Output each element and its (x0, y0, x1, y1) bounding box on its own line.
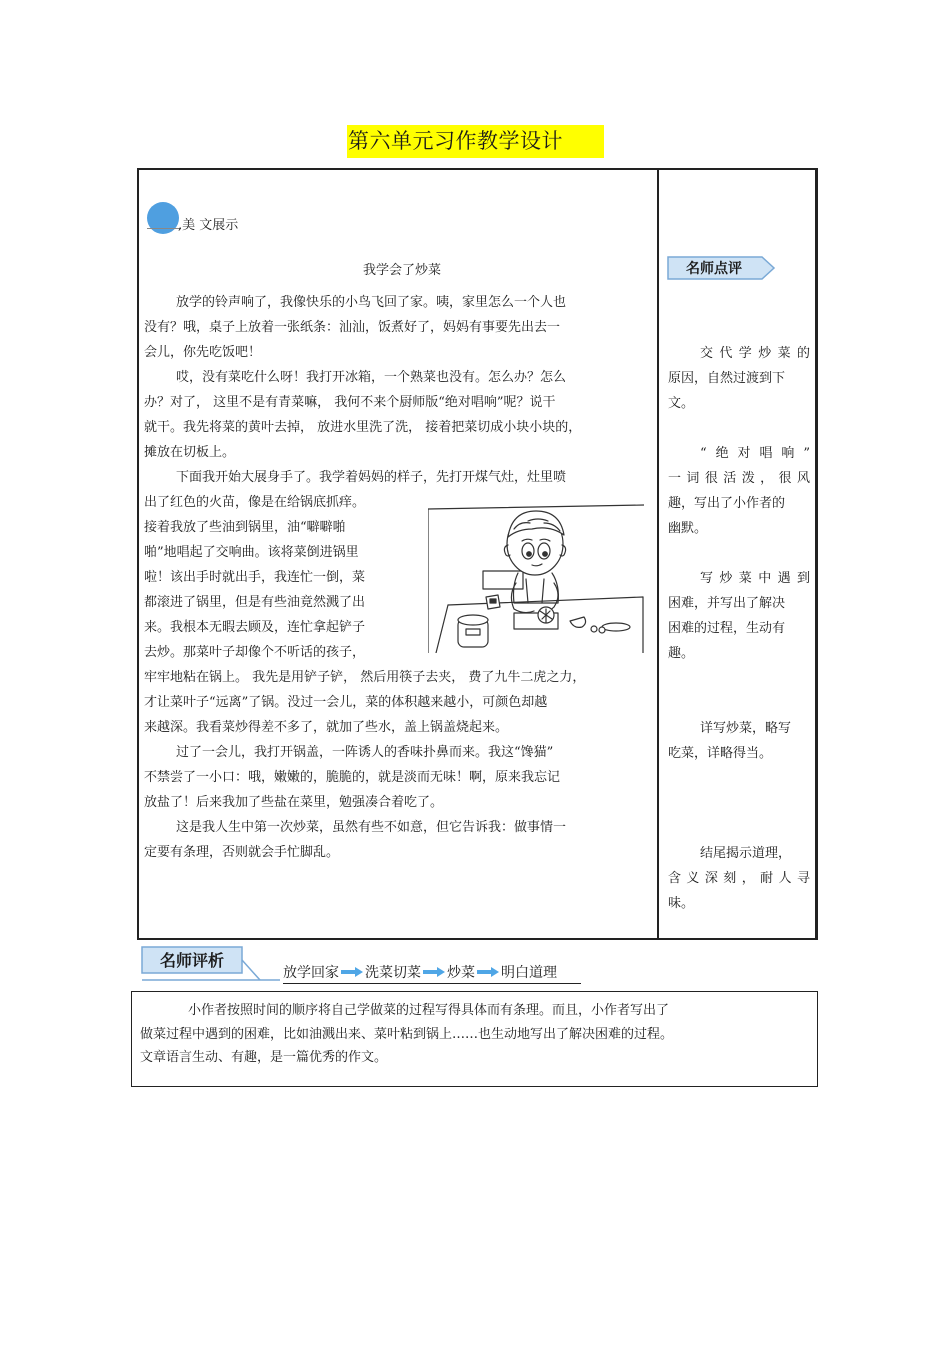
column-divider (657, 168, 659, 940)
essay-title: 我学会了炒菜 (363, 263, 442, 278)
essay-line: 这是我人生中第一次炒菜，虽然有些不如意，但它告诉我：做事情一 (176, 820, 567, 835)
comment-line: 写炒菜中遇到 (700, 571, 810, 586)
essay-line: 放盐了！后来我加了些盐在菜里，勉强凑合着吃了。 (144, 795, 444, 810)
comment-line: 文。 (668, 396, 695, 411)
comment-line: 交代学炒菜的 (700, 346, 810, 361)
flow-underline (283, 983, 581, 984)
comment-line: 原因，自然过渡到下 (668, 371, 786, 386)
badge-bottom-label: 名师评析 (159, 951, 225, 970)
essay-line: 办？对了， 这里不是有青菜嘛， 我何不来个厨师版“绝对唱响”呢？说干 (144, 395, 556, 410)
essay-line: 接着我放了些油到锅里，油“噼噼啪 (144, 520, 346, 535)
right-arrow-icon (341, 966, 363, 978)
essay-line: 过了一会儿，我打开锅盖，一阵诱人的香味扑鼻而来。我这“馋猫” (176, 745, 554, 760)
essay-line: 啦！该出手时就出手，我连忙一倒，菜 (144, 570, 366, 585)
essay-line: 会儿，你先吃饭吧！ (144, 345, 262, 360)
comment-line: 趣。 (668, 646, 695, 661)
comment-2 (668, 441, 810, 541)
section-label: ,美 文展示 (178, 218, 239, 233)
right-arrow-icon (423, 966, 445, 978)
summary-line: 小作者按照时间的顺序将自己学做菜的过程写得具体而有条理。而且，小作者写出了 (188, 1003, 670, 1018)
essay-flow (283, 962, 557, 982)
summary-line: 文章语言生动、有趣，是一篇优秀的作文。 (140, 1050, 388, 1065)
child-cooking-illustration (428, 499, 644, 653)
flow-step: 炒菜 (447, 965, 475, 981)
essay-line: 摊放在切板上。 (144, 445, 236, 460)
badge-right-label: 名师点评 (686, 261, 742, 277)
essay-line: 定要有条理，否则就会手忙脚乱。 (144, 845, 340, 860)
comment-line: 味。 (668, 896, 695, 911)
comment-line: 幽默。 (668, 521, 708, 536)
teacher-comment-badge (666, 255, 776, 281)
flow-step: 洗菜切菜 (365, 965, 421, 981)
essay-line: 来。我根本无暇去顾及，连忙拿起铲子 (144, 620, 366, 635)
comment-line: 一词很活泼，很风 (668, 471, 810, 486)
essay-line: 都滚进了锅里，但是有些油竟然溅了出 (144, 595, 366, 610)
essay-line: 啪”地唱起了交响曲。该将菜倒进锅里 (144, 545, 359, 560)
essay-line: 出了红色的火苗，像是在给锅底抓痒。 (144, 495, 366, 510)
essay-line: 没有？哦，桌子上放着一张纸条：汕汕，饭煮好了，妈妈有事要先出去一 (144, 320, 561, 335)
comment-5 (668, 841, 810, 916)
section-underline (147, 228, 181, 229)
essay-line: 哎，没有菜吃什么呀！我打开冰箱，一个熟菜也没有。怎么办？怎么 (176, 370, 567, 385)
page-title: 第六单元习作教学设计 (347, 125, 604, 158)
flow-step: 明白道理 (501, 965, 557, 981)
table-right-edge (815, 168, 818, 940)
comment-line: 详写炒菜，略写 (700, 721, 792, 736)
essay-line: 去炒。那菜叶子却像个不听话的孩子， (144, 645, 366, 660)
essay-line: 不禁尝了一小口：哦，嫩嫩的，脆脆的，就是淡而无味！啊，原来我忘记 (144, 770, 561, 785)
comment-line: 含义深刻，耐人寻 (668, 871, 810, 886)
comment-line: 结尾揭示道理， (700, 846, 792, 861)
comment-3 (668, 566, 810, 666)
right-arrow-icon (477, 966, 499, 978)
essay-line: 下面我开始大展身手了。我学着妈妈的样子，先打开煤气灶，灶里喷 (176, 470, 567, 485)
comment-4 (668, 716, 810, 766)
summary-line: 做菜过程中遇到的困难，比如油溅出来、菜叶粘到锅上……也生动地写出了解决困难的过程。 (140, 1027, 674, 1042)
essay-line: 牢牢地粘在锅上。 我先是用铲子铲， 然后用筷子去夹， 费了九牛二虎之力， (144, 670, 586, 685)
comment-line: “绝对唱响” (700, 446, 810, 461)
essay-line: 才让菜叶子“远离”了锅。没过一会儿，菜的体积越来越小，可颜色却越 (144, 695, 548, 710)
essay-line: 来越深。我看菜炒得差不多了，就加了些水，盖上锅盖烧起来。 (144, 720, 509, 735)
comment-line: 困难的过程，生动有 (668, 621, 786, 636)
essay-line: 放学的铃声响了，我像快乐的小鸟飞回了家。咦，家里怎么一个人也 (176, 295, 567, 310)
comment-1 (668, 341, 810, 416)
section-circle-icon (147, 202, 179, 234)
teacher-analysis-badge (140, 945, 282, 985)
comment-line: 趣，写出了小作者的 (668, 496, 786, 511)
comment-line: 吃菜，详略得当。 (668, 746, 773, 761)
comment-line: 困难，并写出了解决 (668, 596, 786, 611)
essay-line: 就干。我先将菜的黄叶去掉， 放进水里洗了洗， 接着把菜切成小块小块的， (144, 420, 582, 435)
flow-step: 放学回家 (283, 965, 339, 981)
